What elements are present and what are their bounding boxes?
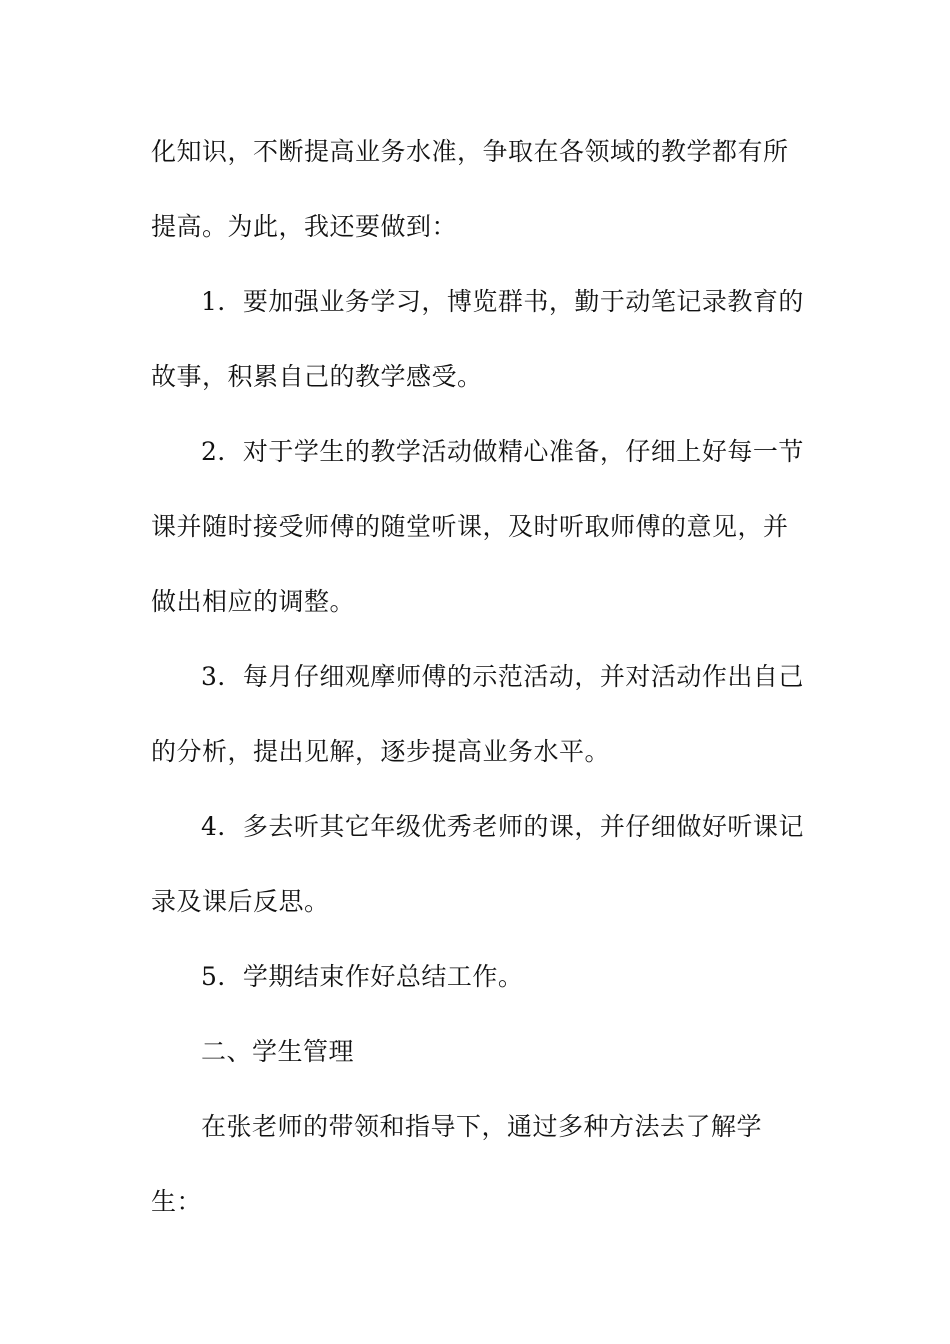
text-line: 录及课后反思。: [151, 887, 330, 916]
list-item-4-line: 4．多去听其它年级优秀老师的课，并仔细做好听课记: [201, 812, 804, 841]
list-item-2-line: 2．对于学生的教学活动做精心准备，仔细上好每一节: [201, 437, 804, 466]
section-heading: 二、学生管理: [201, 1037, 355, 1066]
text-line: 提高。为此，我还要做到：: [151, 212, 458, 241]
text-line: 化知识，不断提高业务水准，争取在各领域的教学都有所: [151, 137, 789, 166]
text-line: 做出相应的调整。: [151, 587, 356, 616]
list-item-1-line: 1．要加强业务学习，博览群书，勤于动笔记录教育的: [201, 287, 804, 316]
list-item-3-line: 3．每月仔细观摩师傅的示范活动，并对活动作出自己: [201, 662, 804, 691]
paragraph-line: 在张老师的带领和指导下，通过多种方法去了解学: [201, 1112, 763, 1141]
text-line: 的分析，提出见解，逐步提高业务水平。: [151, 737, 611, 766]
list-item-5-line: 5．学期结束作好总结工作。: [201, 962, 524, 991]
text-line: 生：: [151, 1187, 203, 1216]
text-line: 课并随时接受师傅的随堂听课，及时听取师傅的意见，并: [151, 512, 789, 541]
text-line: 故事，积累自己的教学感受。: [151, 362, 483, 391]
